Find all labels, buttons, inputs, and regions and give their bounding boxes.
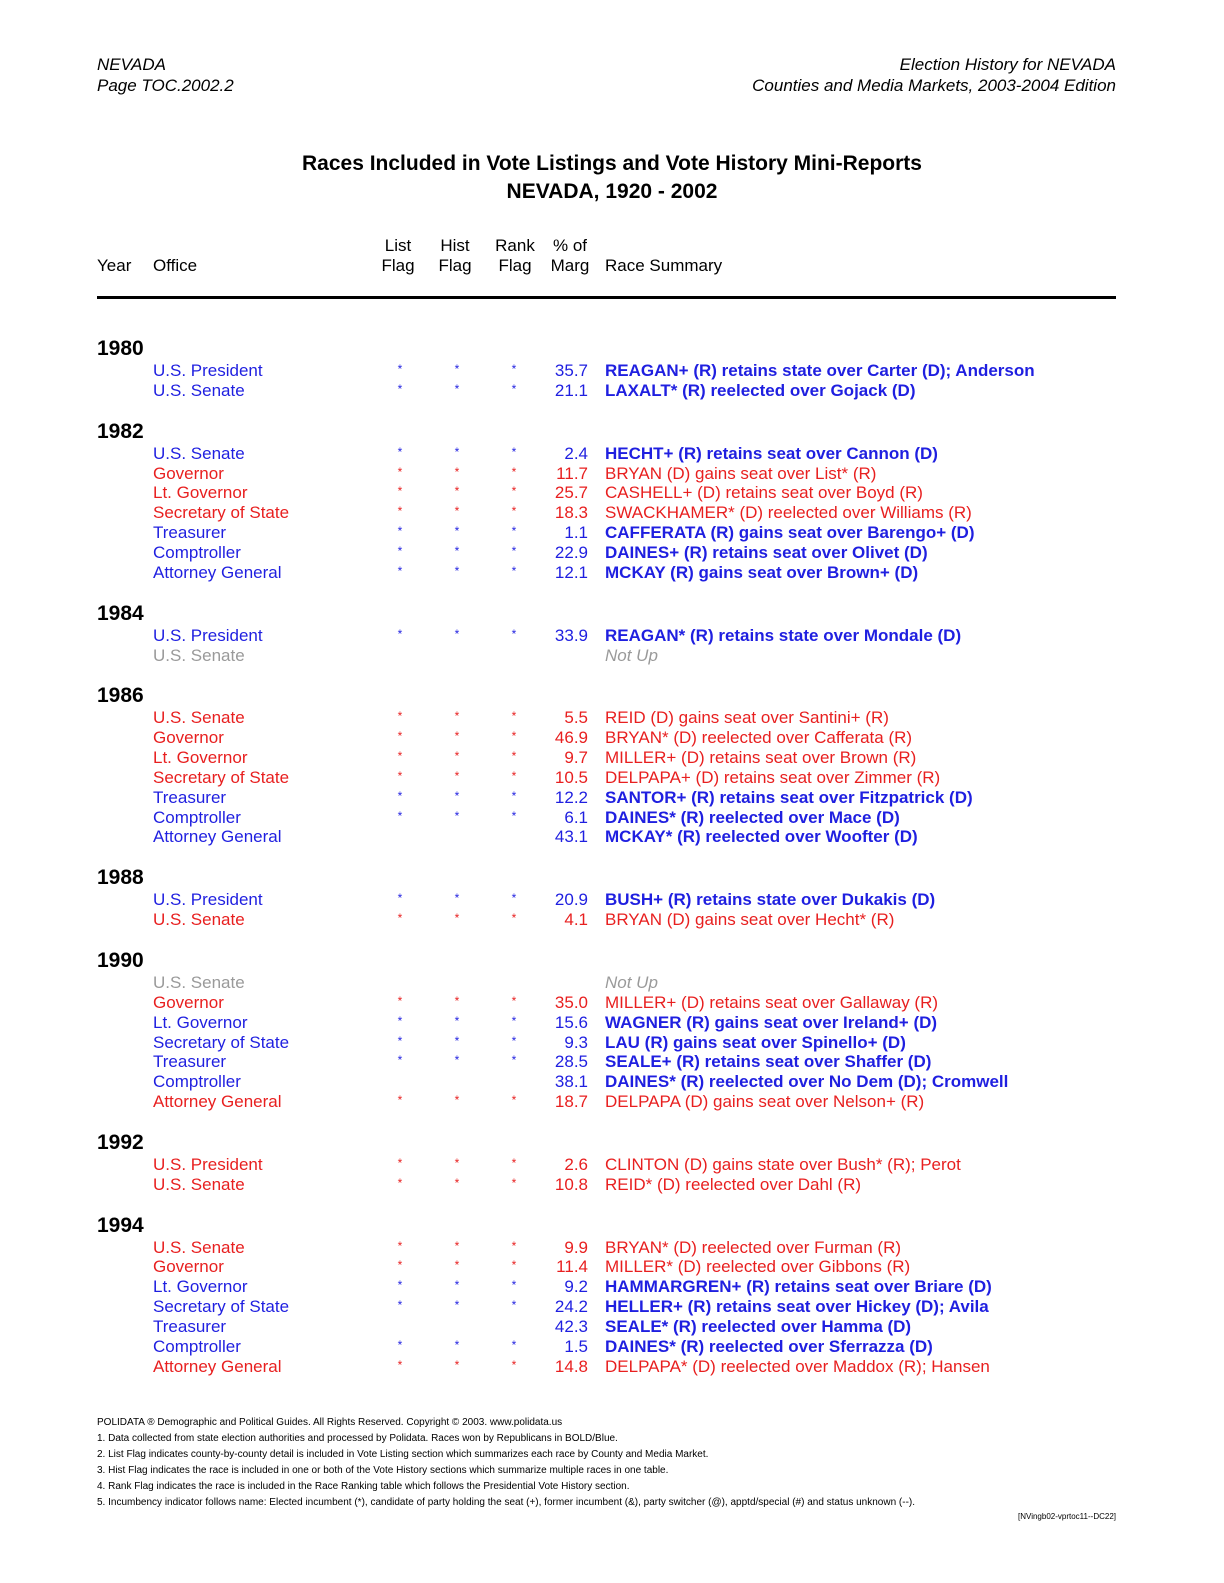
year-heading: 1988 (97, 866, 144, 890)
race-summary: REID (D) gains seat over Santini+ (R) (605, 708, 889, 727)
rank-flag: * (511, 1298, 517, 1312)
hist-flag: * (454, 729, 460, 743)
rank-flag: * (511, 729, 517, 743)
rank-flag: * (511, 911, 517, 925)
race-summary: MCKAY (R) gains seat over Brown+ (D) (605, 563, 919, 582)
hist-flag: * (454, 504, 460, 518)
hist-flag: * (454, 1093, 460, 1107)
race-row (0, 993, 1224, 1013)
hist-flag: * (454, 382, 460, 396)
race-summary: MCKAY* (R) reelected over Woofter (D) (605, 827, 918, 846)
list-flag: * (397, 1298, 403, 1312)
race-summary: MILLER* (D) reelected over Gibbons (R) (605, 1257, 911, 1276)
col-header-list-line1: List (384, 236, 412, 255)
race-margin: 21.1 (554, 381, 588, 400)
rank-flag: * (511, 1014, 517, 1028)
race-office: U.S. Senate (153, 444, 245, 463)
list-flag: * (397, 544, 403, 558)
footnote-3: 3. Hist Flag indicates the race is included in one or both of the Vote History sections which summarize multiple races in one table. (97, 1465, 669, 1476)
race-office: U.S. Senate (153, 1175, 245, 1194)
footnote-2: 2. List Flag indicates county-by-county detail is included in Vote Listing section which summarizes each race by County and Media Market. (97, 1449, 709, 1460)
race-row (0, 1175, 1224, 1195)
race-row (0, 1277, 1224, 1297)
list-flag: * (397, 1093, 403, 1107)
rank-flag: * (511, 524, 517, 538)
list-flag: * (397, 1053, 403, 1067)
rank-flag: * (511, 465, 517, 479)
col-header-hist-line1: Hist (440, 236, 470, 255)
race-summary: DELPAPA (D) gains seat over Nelson+ (R) (605, 1092, 925, 1111)
hist-flag: * (454, 891, 460, 905)
race-row (0, 728, 1224, 748)
list-flag: * (397, 504, 403, 518)
race-office: Lt. Governor (153, 1277, 248, 1296)
race-summary: CAFFERATA (R) gains seat over Barengo+ (D) (605, 523, 975, 542)
race-office: U.S. Senate (153, 381, 245, 400)
race-margin: 10.5 (554, 768, 588, 787)
rank-flag: * (511, 809, 517, 823)
race-row (0, 788, 1224, 808)
race-summary: Not Up (605, 646, 658, 665)
race-office: Attorney General (153, 827, 282, 846)
rank-flag: * (511, 564, 517, 578)
race-row (0, 910, 1224, 930)
race-summary: DAINES+ (R) retains seat over Olivet (D) (605, 543, 928, 562)
hist-flag: * (454, 1034, 460, 1048)
race-row (0, 483, 1224, 503)
race-row (0, 1072, 1224, 1092)
hist-flag: * (454, 749, 460, 763)
race-margin: 9.7 (564, 748, 588, 767)
hist-flag: * (454, 769, 460, 783)
race-office: Treasurer (153, 1317, 227, 1336)
hist-flag: * (454, 911, 460, 925)
hist-flag: * (454, 1338, 460, 1352)
hist-flag: * (454, 809, 460, 823)
page-number: Page TOC.2002.2 (97, 76, 234, 95)
race-summary: WAGNER (R) gains seat over Ireland+ (D) (605, 1013, 938, 1032)
hist-flag: * (454, 544, 460, 558)
race-row (0, 1317, 1224, 1337)
race-margin: 4.1 (564, 910, 588, 929)
race-margin: 9.2 (564, 1277, 588, 1296)
year-heading: 1992 (97, 1130, 144, 1154)
list-flag: * (397, 484, 403, 498)
col-header-race-summary: Race Summary (605, 256, 723, 275)
race-summary: LAU (R) gains seat over Spinello+ (D) (605, 1033, 906, 1052)
rank-flag: * (511, 1176, 517, 1190)
race-margin: 2.6 (564, 1155, 588, 1174)
list-flag: * (397, 627, 403, 641)
col-header-hist-line2: Flag (438, 256, 472, 275)
race-row (0, 1297, 1224, 1317)
race-summary: LAXALT* (R) reelected over Gojack (D) (605, 381, 916, 400)
race-row (0, 503, 1224, 523)
rank-flag: * (511, 1034, 517, 1048)
race-margin: 10.8 (554, 1175, 588, 1194)
rank-flag: * (511, 769, 517, 783)
hist-flag: * (454, 1258, 460, 1272)
list-flag: * (397, 382, 403, 396)
document-code: [NVingb02-vprtoc11--DC22] (1018, 1512, 1116, 1521)
list-flag: * (397, 564, 403, 578)
race-summary: SEALE+ (R) retains seat over Shaffer (D) (605, 1052, 932, 1071)
race-row (0, 563, 1224, 583)
race-margin: 22.9 (554, 543, 588, 562)
year-heading: 1980 (97, 337, 144, 360)
rank-flag: * (511, 994, 517, 1008)
race-office: Comptroller (153, 808, 241, 827)
rank-flag: * (511, 445, 517, 459)
rank-flag: * (511, 362, 517, 376)
list-flag: * (397, 445, 403, 459)
race-summary: REAGAN* (R) retains state over Mondale (D) (605, 626, 962, 645)
race-office: Governor (153, 728, 224, 747)
race-summary: BRYAN* (D) reelected over Cafferata (R) (605, 728, 913, 747)
race-summary: BRYAN (D) gains seat over List* (R) (605, 464, 877, 483)
race-row (0, 973, 1224, 993)
race-office: Comptroller (153, 1337, 241, 1356)
race-margin: 42.3 (554, 1317, 588, 1336)
race-office: Treasurer (153, 1052, 227, 1071)
rank-flag: * (511, 1258, 517, 1272)
list-flag: * (397, 729, 403, 743)
race-margin: 1.5 (564, 1337, 588, 1356)
race-office: U.S. Senate (153, 646, 245, 665)
race-summary: DAINES* (R) reelected over Sferrazza (D) (605, 1337, 933, 1356)
hist-flag: * (454, 1278, 460, 1292)
year-heading: 1990 (97, 949, 144, 972)
hist-flag: * (454, 564, 460, 578)
race-margin: 46.9 (554, 728, 588, 747)
race-row (0, 523, 1224, 543)
page-header-left (97, 54, 234, 96)
race-row (0, 381, 1224, 401)
footnotes (97, 1415, 915, 1511)
state-name: NEVADA (97, 55, 166, 74)
rank-flag: * (511, 891, 517, 905)
year-heading: 1994 (97, 1213, 144, 1237)
race-row (0, 1238, 1224, 1258)
race-margin: 18.7 (554, 1092, 588, 1111)
list-flag: * (397, 1358, 403, 1372)
race-summary: DELPAPA+ (D) retains seat over Zimmer (R) (605, 768, 941, 787)
race-row (0, 1052, 1224, 1072)
rank-flag: * (511, 1053, 517, 1067)
race-office: Governor (153, 464, 224, 483)
list-flag: * (397, 911, 403, 925)
hist-flag: * (454, 1156, 460, 1170)
race-row (0, 1257, 1224, 1277)
race-office: Governor (153, 993, 224, 1012)
race-margin: 11.7 (556, 464, 588, 483)
race-margin: 9.9 (564, 1238, 588, 1257)
race-summary: DELPAPA* (D) reelected over Maddox (R); Hansen (605, 1357, 990, 1376)
list-flag: * (397, 709, 403, 723)
race-office: U.S. President (153, 890, 263, 909)
list-flag: * (397, 1239, 403, 1253)
race-office: Comptroller (153, 1072, 241, 1091)
list-flag: * (397, 524, 403, 538)
race-summary: Not Up (605, 973, 658, 992)
race-summary: REAGAN+ (R) retains state over Carter (D); Anderson (605, 361, 1035, 380)
race-row (0, 827, 1224, 847)
page-header-right (752, 54, 1116, 96)
hist-flag: * (454, 445, 460, 459)
race-margin: 35.0 (554, 993, 588, 1012)
race-summary: BRYAN* (D) reelected over Furman (R) (605, 1238, 902, 1257)
race-row (0, 748, 1224, 768)
rank-flag: * (511, 1278, 517, 1292)
race-margin: 5.5 (564, 708, 588, 727)
rank-flag: * (511, 1338, 517, 1352)
race-office: Lt. Governor (153, 748, 248, 767)
race-summary: BRYAN (D) gains seat over Hecht* (R) (605, 910, 895, 929)
col-header-marg-line2: Marg (550, 256, 590, 275)
hist-flag: * (454, 1053, 460, 1067)
hist-flag: * (454, 1176, 460, 1190)
race-office: U.S. President (153, 626, 263, 645)
rank-flag: * (511, 504, 517, 518)
rank-flag: * (511, 1239, 517, 1253)
year-heading: 1986 (97, 684, 144, 708)
race-office: Lt. Governor (153, 1013, 248, 1032)
race-row (0, 444, 1224, 464)
race-office: U.S. Senate (153, 973, 245, 992)
race-office: Secretary of State (153, 1033, 290, 1052)
list-flag: * (397, 891, 403, 905)
race-margin: 33.9 (554, 626, 588, 645)
race-margin: 9.3 (564, 1033, 588, 1052)
race-margin: 20.9 (554, 890, 588, 909)
list-flag: * (397, 1156, 403, 1170)
list-flag: * (397, 1338, 403, 1352)
rank-flag: * (511, 1358, 517, 1372)
title-line-1: Races Included in Vote Listings and Vote History Mini-Reports (302, 152, 922, 175)
race-summary: HAMMARGREN+ (R) retains seat over Briare (D) (605, 1277, 992, 1296)
race-summary: SEALE* (R) reelected over Hamma (D) (605, 1317, 912, 1336)
col-header-office: Office (153, 256, 198, 275)
race-summary: CLINTON (D) gains state over Bush* (R); Perot (605, 1155, 961, 1174)
hist-flag: * (454, 1239, 460, 1253)
rank-flag: * (511, 1156, 517, 1170)
race-margin: 6.1 (564, 808, 588, 827)
race-row (0, 1033, 1224, 1053)
race-row (0, 464, 1224, 484)
race-row (0, 1092, 1224, 1112)
year-heading: 1984 (97, 601, 144, 625)
col-header-margin (546, 236, 594, 276)
hist-flag: * (454, 1358, 460, 1372)
race-office: Lt. Governor (153, 483, 248, 502)
race-office: Attorney General (153, 1357, 282, 1376)
hist-flag: * (454, 994, 460, 1008)
race-row (0, 1155, 1224, 1175)
race-row (0, 768, 1224, 788)
list-flag: * (397, 1014, 403, 1028)
col-header-rank-flag (489, 236, 541, 276)
col-header-marg-line1: % of (552, 236, 588, 255)
race-margin: 11.4 (556, 1257, 588, 1276)
rank-flag: * (511, 627, 517, 641)
hist-flag: * (454, 627, 460, 641)
race-row (0, 361, 1224, 381)
title-line-2: NEVADA, 1920 - 2002 (506, 180, 718, 203)
hist-flag: * (454, 362, 460, 376)
race-margin: 43.1 (554, 827, 588, 846)
year-heading: 1982 (97, 419, 144, 443)
hist-flag: * (454, 1298, 460, 1312)
list-flag: * (397, 789, 403, 803)
col-header-list-line2: Flag (381, 256, 415, 275)
race-summary: REID* (D) reelected over Dahl (R) (605, 1175, 862, 1194)
race-row (0, 646, 1224, 666)
rank-flag: * (511, 789, 517, 803)
list-flag: * (397, 1034, 403, 1048)
race-summary: MILLER+ (D) retains seat over Gallaway (R) (605, 993, 939, 1012)
race-margin: 1.1 (564, 523, 588, 542)
race-summary: HELLER+ (R) retains seat over Hickey (D); Avila (605, 1297, 989, 1316)
race-row (0, 1337, 1224, 1357)
race-margin: 38.1 (554, 1072, 588, 1091)
list-flag: * (397, 1258, 403, 1272)
race-margin: 14.8 (554, 1357, 588, 1376)
race-office: U.S. President (153, 1155, 263, 1174)
list-flag: * (397, 749, 403, 763)
footnote-copyright: POLIDATA ® Demographic and Political Guides. All Rights Reserved. Copyright © 2003. www.polidata.us (97, 1417, 563, 1428)
race-office: U.S. President (153, 361, 263, 380)
footnote-4: 4. Rank Flag indicates the race is included in the Race Ranking table which follows the Presidential Vote History section. (97, 1481, 630, 1492)
race-summary: HECHT+ (R) retains seat over Cannon (D) (605, 444, 938, 463)
rank-flag: * (511, 749, 517, 763)
hist-flag: * (454, 789, 460, 803)
rank-flag: * (511, 544, 517, 558)
publication-edition: Counties and Media Markets, 2003-2004 Edition (752, 76, 1116, 95)
race-summary: DAINES* (R) reelected over Mace (D) (605, 808, 900, 827)
race-office: Secretary of State (153, 503, 290, 522)
list-flag: * (397, 1176, 403, 1190)
race-margin: 15.6 (554, 1013, 588, 1032)
race-summary: SWACKHAMER* (D) reelected over Williams (R) (605, 503, 972, 522)
race-summary: DAINES* (R) reelected over No Dem (D); Cromwell (605, 1072, 1009, 1091)
footnote-1: 1. Data collected from state election authorities and processed by Polidata. Races won by Republicans in BOLD/Blue. (97, 1433, 618, 1444)
list-flag: * (397, 362, 403, 376)
race-summary: SANTOR+ (R) retains seat over Fitzpatrick (D) (605, 788, 973, 807)
race-margin: 28.5 (554, 1052, 588, 1071)
race-margin: 18.3 (554, 503, 588, 522)
race-row (0, 808, 1224, 828)
hist-flag: * (454, 709, 460, 723)
race-row (0, 626, 1224, 646)
col-header-year: Year (97, 256, 132, 275)
race-office: U.S. Senate (153, 708, 245, 727)
race-margin: 25.7 (554, 483, 588, 502)
race-summary: MILLER+ (D) retains seat over Brown (R) (605, 748, 917, 767)
race-office: Governor (153, 1257, 224, 1276)
list-flag: * (397, 465, 403, 479)
hist-flag: * (454, 1014, 460, 1028)
race-row (0, 1357, 1224, 1377)
race-margin: 24.2 (554, 1297, 588, 1316)
race-margin: 35.7 (554, 361, 588, 380)
hist-flag: * (454, 524, 460, 538)
rank-flag: * (511, 484, 517, 498)
race-margin: 2.4 (564, 444, 588, 463)
race-row (0, 890, 1224, 910)
rank-flag: * (511, 709, 517, 723)
list-flag: * (397, 1278, 403, 1292)
race-office: U.S. Senate (153, 910, 245, 929)
race-office: Attorney General (153, 563, 282, 582)
publication-title: Election History for NEVADA (899, 55, 1116, 74)
race-margin: 12.1 (554, 563, 588, 582)
race-office: Comptroller (153, 543, 241, 562)
race-margin: 12.2 (554, 788, 588, 807)
col-header-rank-line2: Flag (498, 256, 532, 275)
page-title (0, 150, 1224, 206)
race-row (0, 1013, 1224, 1033)
col-header-rank-line1: Rank (495, 236, 535, 255)
col-header-list-flag (376, 236, 420, 276)
race-office: Treasurer (153, 788, 227, 807)
race-summary: CASHELL+ (D) retains seat over Boyd (R) (605, 483, 923, 502)
rank-flag: * (511, 382, 517, 396)
race-summary: BUSH+ (R) retains state over Dukakis (D) (605, 890, 936, 909)
race-office: Secretary of State (153, 768, 290, 787)
hist-flag: * (454, 465, 460, 479)
list-flag: * (397, 769, 403, 783)
list-flag: * (397, 994, 403, 1008)
race-row (0, 708, 1224, 728)
race-office: Secretary of State (153, 1297, 290, 1316)
header-rule (97, 296, 1116, 299)
footnote-5: 5. Incumbency indicator follows name: Elected incumbent (*), candidate of party holding the seat (+), former incumbent (&), party switcher (@), apptd/special (#) and status unknown (--). (97, 1497, 916, 1508)
race-row (0, 543, 1224, 563)
race-office: Attorney General (153, 1092, 282, 1111)
rank-flag: * (511, 1093, 517, 1107)
col-header-hist-flag (433, 236, 477, 276)
hist-flag: * (454, 484, 460, 498)
list-flag: * (397, 809, 403, 823)
race-office: Treasurer (153, 523, 227, 542)
race-office: U.S. Senate (153, 1238, 245, 1257)
